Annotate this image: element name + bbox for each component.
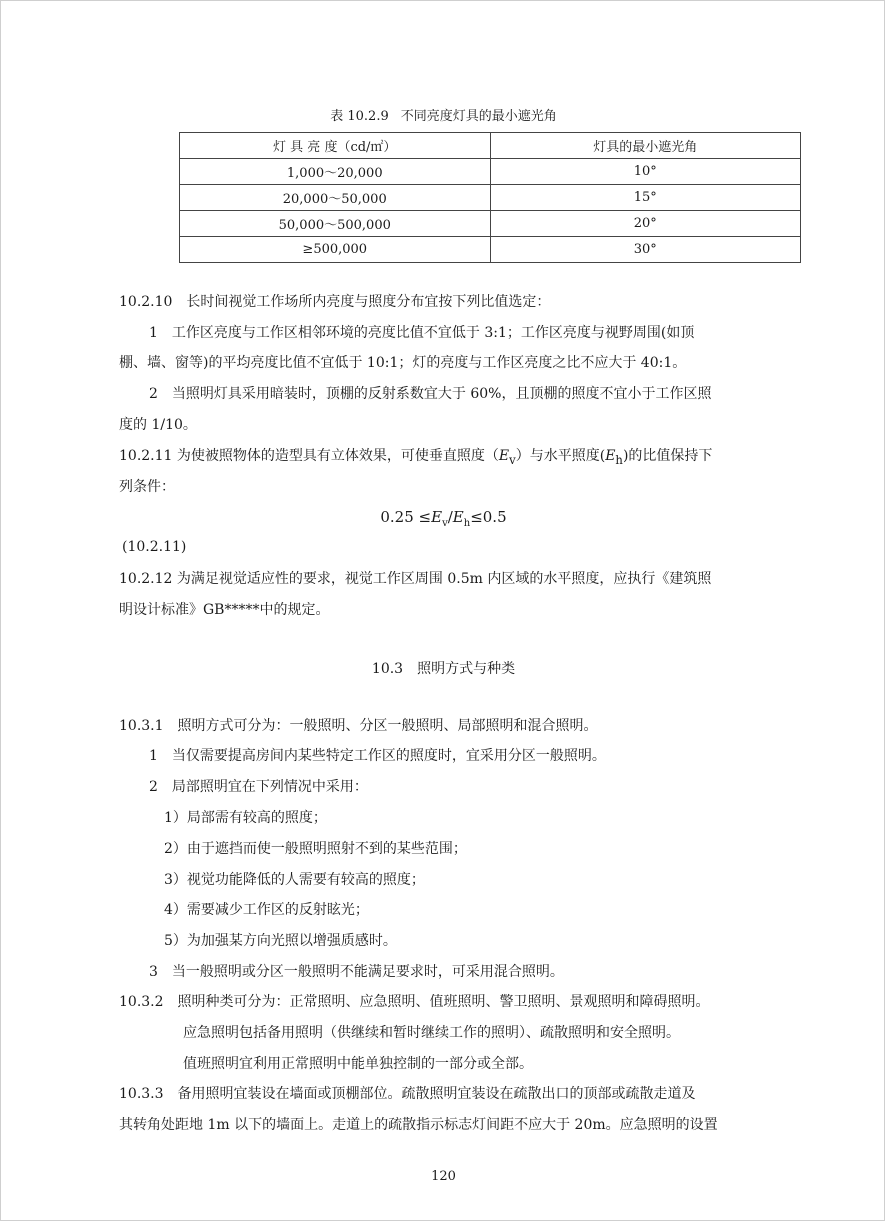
section-number: 10.3 [371,661,404,677]
table-header-row [180,133,801,159]
symbol-e: E [605,448,616,464]
formula-eh: E [452,508,464,526]
clause-10-2-11-text-a: 10.2.11 为使被照物体的造型具有立体效果，可使垂直照度（ [119,448,499,464]
page-number: 120 [431,1169,456,1184]
table-cell: 20° [490,211,801,237]
clause-10-2-10-item2-line2: 度的 1/10。 [119,417,197,433]
formula-left: 0.25 ≤ [380,508,432,526]
equation-number: (10.2.11) [122,539,187,555]
table-cell: 15° [490,185,801,211]
clause-10-3-1-item2: 2 局部照明宜在下列情况中采用： [149,779,368,795]
table-cell: 20,000～50,000 [180,185,491,211]
subscript-h: h [615,452,623,467]
clause-10-2-11-line2: 列条件： [119,479,175,495]
table-cell: 1,000～20,000 [180,159,491,185]
clause-10-3-1-item1: 1 当仅需要提高房间内某些特定工作区的照度时，宜采用分区一般照明。 [149,748,606,764]
table-caption-number: 表 10.2.9 [330,109,389,124]
list-item: 4）需要减少工作区的反射眩光； [164,902,369,918]
clause-10-2-10-item1-line1: 1 工作区亮度与工作区相邻环境的亮度比值不宜低于 3:1；工作区亮度与视野周围(如顶 [149,325,695,341]
table-caption [1,105,885,124]
clause-10-2-11-text-b: ）与水平照度( [515,448,606,464]
section-title: 照明方式与种类 [417,661,516,677]
subscript-v: v [509,452,516,467]
formula-slash: / [447,508,453,526]
table-row [180,211,801,237]
table-header-cell: 灯 具 亮 度（cd/㎡） [180,133,491,159]
clause-10-2-12-line2: 明设计标准》GB*****中的规定。 [119,602,330,618]
table-header-cell: 灯具的最小遮光角 [490,133,801,159]
formula-ev: E [431,508,443,526]
clause-10-2-11-text-c: )的比值保持下 [622,448,713,464]
list-item: 3）视觉功能降低的人需要有较高的照度； [164,872,425,888]
table-cell: 50,000～500,000 [180,211,491,237]
clause-10-3-3-line2: 其转角处距地 1m 以下的墙面上。走道上的疏散指示标志灯间距不应大于 20m。应急照明的设置 [119,1117,718,1133]
symbol-e: E [498,448,510,464]
formula-10-2-11 [1,508,885,529]
clause-10-2-10-heading: 10.2.10 长时间视觉工作场所内亮度与照度分布宜按下列比值选定： [119,294,551,310]
clause-10-3-2-line1: 10.3.2 照明种类可分为：正常照明、应急照明、值班照明、警卫照明、景观照明和障碍照明。 [119,994,710,1010]
clause-10-2-10-item1-line2: 棚、墙、窗等)的平均亮度比值不宜低于 10:1；灯的亮度与工作区亮度之比不应大于 40:1。 [119,355,687,371]
list-item: 1）局部需有较高的照度； [164,810,327,826]
table-row [180,237,801,263]
formula-eh-sub: h [463,518,471,529]
clause-10-2-11-line1 [119,445,712,467]
clause-10-3-3-line1: 10.3.3 备用照明宜装设在墙面或顶棚部位。疏散照明宜装设在疏散出口的顶部或疏散走道及 [119,1086,696,1102]
clause-10-3-1-item3: 3 当一般照明或分区一般照明不能满足要求时，可采用混合照明。 [149,964,564,980]
table-cell: ≥500,000 [180,237,491,263]
luminance-shielding-angle-table [179,132,801,263]
clause-10-2-12-line1: 10.2.12 为满足视觉适应性的要求，视觉工作区周围 0.5m 内区域的水平照度，应执行《建筑照 [119,571,712,587]
table-cell: 10° [490,159,801,185]
clause-10-3-1-heading: 10.3.1 照明方式可分为：一般照明、分区一般照明、局部照明和混合照明。 [119,718,598,734]
section-heading [1,658,885,678]
table-row [180,185,801,211]
table-caption-title: 不同亮度灯具的最小遮光角 [400,109,557,124]
list-item: 2）由于遮挡而使一般照明照射不到的某些范围； [164,841,467,857]
clause-10-3-2-line2: 应急照明包括备用照明（供继续和暂时继续工作的照明）、疏散照明和安全照明。 [183,1025,680,1041]
formula-right: ≤0.5 [470,508,507,526]
table-cell: 30° [490,237,801,263]
formula-ev-sub: v [442,518,448,529]
list-item: 5）为加强某方向光照以增强质感时。 [164,933,397,949]
clause-10-2-10-item2-line1: 2 当照明灯具采用暗装时，顶棚的反射系数宜大于 60%，且顶棚的照度不宜小于工作区照 [149,386,712,402]
table-row [180,159,801,185]
clause-10-3-2-line3: 值班照明宜利用正常照明中能单独控制的一部分或全部。 [183,1056,533,1072]
